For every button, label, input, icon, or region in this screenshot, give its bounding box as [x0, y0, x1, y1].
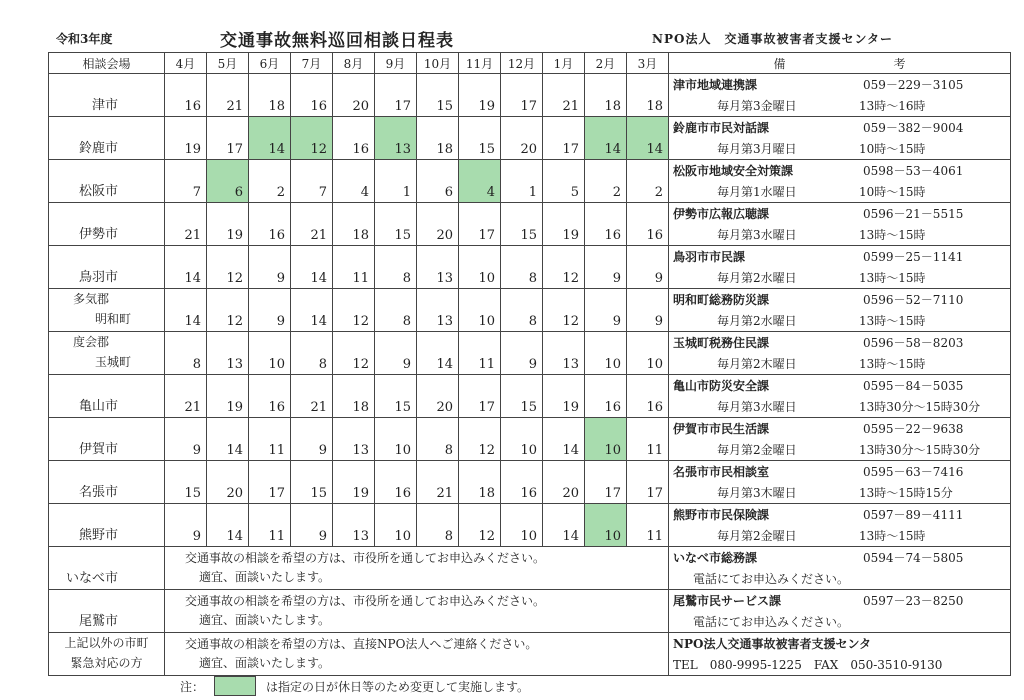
- time-text: 13時30分～15時30分: [859, 443, 981, 457]
- highlight-legend-swatch: [214, 676, 256, 696]
- day-cell: 8: [501, 289, 543, 332]
- message-cell: 交通事故の相談を希望の方は、市役所を通してお申込みください。 適宜、面談いたします。: [165, 590, 669, 633]
- day-cell: 21: [291, 203, 333, 246]
- day-cell: 11: [333, 246, 375, 289]
- day-cell: 15: [375, 375, 417, 418]
- day-cell: 15: [501, 375, 543, 418]
- time-text: 13時～15時: [859, 529, 926, 543]
- contact-text: 電話にてお申込みください。: [693, 615, 850, 629]
- day-cell: 7: [165, 160, 207, 203]
- day-cell: 17: [207, 117, 249, 160]
- day-cell: 18: [585, 74, 627, 117]
- day-cell: 9: [627, 289, 669, 332]
- schedule-text: 毎月第1水曜日: [717, 185, 797, 199]
- office-name: 松阪市地域安全対策課: [673, 164, 794, 178]
- schedule-row: [49, 332, 1011, 375]
- page-header: [0, 26, 1024, 51]
- day-cell: 10: [459, 246, 501, 289]
- day-cell: 14: [249, 117, 291, 160]
- schedule-text: 毎月第2金曜日: [717, 443, 797, 457]
- day-cell: 16: [333, 117, 375, 160]
- footer-note: [180, 676, 529, 696]
- day-cell: 13: [333, 418, 375, 461]
- day-cell: 1: [501, 160, 543, 203]
- day-cell: 17: [459, 375, 501, 418]
- day-cell: 8: [417, 504, 459, 547]
- day-cell: 5: [543, 160, 585, 203]
- day-cell: 20: [207, 461, 249, 504]
- office-name: 亀山市防災安全課: [673, 379, 770, 393]
- day-cell: 19: [165, 117, 207, 160]
- schedule-row: [49, 461, 1011, 504]
- day-cell: 16: [585, 203, 627, 246]
- day-cell: 9: [249, 246, 291, 289]
- day-cell: 12: [333, 289, 375, 332]
- time-text: 13時～16時: [859, 99, 926, 113]
- day-cell: 18: [333, 375, 375, 418]
- note-cell: [669, 246, 1011, 289]
- office-name: 尾鷲市民サービス課: [673, 594, 782, 608]
- day-cell: 13: [417, 289, 459, 332]
- note-cell: [669, 418, 1011, 461]
- schedule-text: 毎月第3水曜日: [717, 400, 797, 414]
- day-cell: 19: [207, 203, 249, 246]
- day-cell: 21: [543, 74, 585, 117]
- day-cell: 17: [585, 461, 627, 504]
- month-header: 12月: [501, 53, 543, 74]
- special-row: [49, 547, 1011, 590]
- schedule-text: 毎月第3水曜日: [717, 228, 797, 242]
- schedule-row: [49, 74, 1011, 117]
- phone-number: 0599－25－1141: [863, 250, 964, 264]
- venue-cell: 鳥羽市: [49, 246, 165, 289]
- day-cell: 2: [585, 160, 627, 203]
- day-cell: 4: [333, 160, 375, 203]
- office-name: 名張市市民相談室: [673, 465, 770, 479]
- note-cell: [669, 289, 1011, 332]
- day-cell: 15: [501, 203, 543, 246]
- day-cell: 15: [375, 203, 417, 246]
- message-cell: 交通事故の相談を希望の方は、直接NPO法人へご連絡ください。 適宜、面談いたします。: [165, 633, 669, 676]
- day-cell: 13: [375, 117, 417, 160]
- day-cell: 16: [627, 203, 669, 246]
- schedule-text: 毎月第2水曜日: [717, 271, 797, 285]
- day-cell: 16: [585, 375, 627, 418]
- day-cell: 14: [417, 332, 459, 375]
- note-cell: [669, 117, 1011, 160]
- schedule-text: 毎月第3月曜日: [717, 142, 797, 156]
- day-cell: 9: [291, 504, 333, 547]
- day-cell: 17: [627, 461, 669, 504]
- day-cell: 18: [417, 117, 459, 160]
- day-cell: 15: [417, 74, 459, 117]
- day-cell: 10: [375, 504, 417, 547]
- venue-header: 相談会場: [49, 53, 165, 74]
- day-cell: 19: [207, 375, 249, 418]
- day-cell: 12: [459, 504, 501, 547]
- day-cell: 10: [249, 332, 291, 375]
- day-cell: 14: [543, 418, 585, 461]
- phone-number: 0596－52－7110: [863, 293, 964, 307]
- month-header: 4月: [165, 53, 207, 74]
- day-cell: 1: [375, 160, 417, 203]
- day-cell: 16: [249, 375, 291, 418]
- day-cell: 18: [627, 74, 669, 117]
- day-cell: 10: [627, 332, 669, 375]
- day-cell: 13: [207, 332, 249, 375]
- phone-number: 059－382－9004: [863, 121, 964, 135]
- day-cell: 12: [207, 289, 249, 332]
- special-row: [49, 633, 1011, 676]
- note-cell: [669, 504, 1011, 547]
- venue-cell: 名張市: [49, 461, 165, 504]
- schedule-row: [49, 203, 1011, 246]
- day-cell: 20: [501, 117, 543, 160]
- message-cell: 交通事故の相談を希望の方は、市役所を通してお申込みください。 適宜、面談いたします。: [165, 547, 669, 590]
- day-cell: 18: [333, 203, 375, 246]
- day-cell: 14: [627, 117, 669, 160]
- day-cell: 20: [333, 74, 375, 117]
- header-row: [49, 53, 1011, 74]
- day-cell: 13: [543, 332, 585, 375]
- venue-cell: 鈴鹿市: [49, 117, 165, 160]
- footer-label: 注：: [180, 679, 205, 694]
- day-cell: 12: [333, 332, 375, 375]
- month-header: 6月: [249, 53, 291, 74]
- phone-number: 0595－63－7416: [863, 465, 964, 479]
- day-cell: 14: [543, 504, 585, 547]
- office-name: 鈴鹿市市民対話課: [673, 121, 770, 135]
- day-cell: 14: [291, 246, 333, 289]
- office-name: 熊野市市民保険課: [673, 508, 770, 522]
- venue-cell: 度会郡 玉城町: [49, 332, 165, 375]
- day-cell: 20: [417, 375, 459, 418]
- phone-number: 0598－53－4061: [863, 164, 964, 178]
- day-cell: 21: [207, 74, 249, 117]
- day-cell: 21: [165, 203, 207, 246]
- day-cell: 16: [375, 461, 417, 504]
- day-cell: 15: [459, 117, 501, 160]
- office-name: 津市地域連携課: [673, 78, 758, 92]
- day-cell: 10: [585, 504, 627, 547]
- office-name: 明和町総務防災課: [673, 293, 770, 307]
- day-cell: 10: [459, 289, 501, 332]
- day-cell: 21: [291, 375, 333, 418]
- phone-number: 0596－58－8203: [863, 336, 964, 350]
- note-cell: [669, 203, 1011, 246]
- day-cell: 9: [627, 246, 669, 289]
- day-cell: 4: [459, 160, 501, 203]
- month-header: 9月: [375, 53, 417, 74]
- day-cell: 17: [459, 203, 501, 246]
- day-cell: 9: [165, 418, 207, 461]
- venue-cell: 尾鷲市: [49, 590, 165, 633]
- office-name: いなべ市総務課: [673, 551, 758, 565]
- day-cell: 10: [375, 418, 417, 461]
- schedule-row: [49, 246, 1011, 289]
- schedule-row: [49, 160, 1011, 203]
- day-cell: 16: [249, 203, 291, 246]
- footer-text: は指定の日が休日等のため変更して実施します。: [266, 679, 530, 694]
- day-cell: 9: [375, 332, 417, 375]
- day-cell: 17: [501, 74, 543, 117]
- fiscal-year: 令和3年度: [56, 32, 113, 46]
- phone-number: 0597－89－4111: [863, 508, 964, 522]
- day-cell: 16: [627, 375, 669, 418]
- day-cell: 17: [249, 461, 291, 504]
- schedule-table: [48, 52, 1011, 676]
- special-row: [49, 590, 1011, 633]
- venue-cell: いなべ市: [49, 547, 165, 590]
- day-cell: 17: [375, 74, 417, 117]
- note-cell: [669, 547, 1011, 590]
- phone-number: 0596－21－5515: [863, 207, 964, 221]
- day-cell: 8: [165, 332, 207, 375]
- day-cell: 12: [543, 289, 585, 332]
- month-header: 11月: [459, 53, 501, 74]
- day-cell: 19: [333, 461, 375, 504]
- day-cell: 9: [165, 504, 207, 547]
- schedule-text: 毎月第2木曜日: [717, 357, 797, 371]
- day-cell: 10: [585, 332, 627, 375]
- schedule-text: 毎月第2水曜日: [717, 314, 797, 328]
- office-name: 伊賀市市民生活課: [673, 422, 770, 436]
- day-cell: 2: [627, 160, 669, 203]
- day-cell: 9: [249, 289, 291, 332]
- note-cell: [669, 74, 1011, 117]
- day-cell: 14: [585, 117, 627, 160]
- schedule-text: 毎月第2金曜日: [717, 529, 797, 543]
- day-cell: 7: [291, 160, 333, 203]
- contact-text: 電話にてお申込みください。: [693, 572, 850, 586]
- note-cell: [669, 590, 1011, 633]
- day-cell: 19: [459, 74, 501, 117]
- day-cell: 16: [291, 74, 333, 117]
- day-cell: 9: [501, 332, 543, 375]
- venue-cell: 亀山市: [49, 375, 165, 418]
- day-cell: 14: [165, 289, 207, 332]
- time-text: 13時～15時: [859, 271, 926, 285]
- venue-cell: 伊勢市: [49, 203, 165, 246]
- time-text: 13時30分～15時30分: [859, 400, 981, 414]
- day-cell: 8: [291, 332, 333, 375]
- day-cell: 12: [543, 246, 585, 289]
- venue-cell: 多気郡 明和町: [49, 289, 165, 332]
- phone-number: 059－229－3105: [863, 78, 964, 92]
- day-cell: 6: [417, 160, 459, 203]
- contact-text: TEL 080-9995-1225 FAX 050-3510-9130: [673, 658, 943, 672]
- venue-cell: 伊賀市: [49, 418, 165, 461]
- month-header: 7月: [291, 53, 333, 74]
- day-cell: 12: [459, 418, 501, 461]
- day-cell: 19: [543, 203, 585, 246]
- day-cell: 14: [207, 504, 249, 547]
- schedule-row: [49, 117, 1011, 160]
- day-cell: 21: [417, 461, 459, 504]
- day-cell: 10: [501, 504, 543, 547]
- office-name: 玉城町税務住民課: [673, 336, 770, 350]
- venue-cell: 上記以外の市町 緊急対応の方: [49, 633, 165, 676]
- schedule-row: [49, 289, 1011, 332]
- schedule-text: 毎月第3木曜日: [717, 486, 797, 500]
- note-cell: [669, 633, 1011, 676]
- day-cell: 8: [501, 246, 543, 289]
- month-header: 1月: [543, 53, 585, 74]
- month-header: 10月: [417, 53, 459, 74]
- day-cell: 15: [165, 461, 207, 504]
- venue-cell: 津市: [49, 74, 165, 117]
- time-text: 13時～15時15分: [859, 486, 953, 500]
- day-cell: 10: [501, 418, 543, 461]
- day-cell: 8: [375, 289, 417, 332]
- note-cell: [669, 375, 1011, 418]
- day-cell: 18: [249, 74, 291, 117]
- day-cell: 9: [585, 246, 627, 289]
- day-cell: 11: [627, 418, 669, 461]
- note-cell: [669, 461, 1011, 504]
- page-title: 交通事故無料巡回相談日程表: [220, 31, 454, 51]
- office-name: 鳥羽市市民課: [673, 250, 746, 264]
- organization-name: NPO法人 交通事故被害者支援センター: [652, 32, 893, 46]
- day-cell: 12: [207, 246, 249, 289]
- day-cell: 11: [249, 418, 291, 461]
- phone-number: 0594－74－5805: [863, 551, 964, 565]
- day-cell: 6: [207, 160, 249, 203]
- day-cell: 2: [249, 160, 291, 203]
- day-cell: 9: [585, 289, 627, 332]
- schedule-row: [49, 504, 1011, 547]
- phone-number: 0597－23－8250: [863, 594, 964, 608]
- day-cell: 8: [417, 418, 459, 461]
- day-cell: 11: [459, 332, 501, 375]
- schedule-text: 毎月第3金曜日: [717, 99, 797, 113]
- day-cell: 16: [165, 74, 207, 117]
- month-header: 8月: [333, 53, 375, 74]
- day-cell: 14: [207, 418, 249, 461]
- day-cell: 11: [627, 504, 669, 547]
- schedule-row: [49, 375, 1011, 418]
- month-header: 2月: [585, 53, 627, 74]
- venue-cell: 松阪市: [49, 160, 165, 203]
- day-cell: 16: [501, 461, 543, 504]
- phone-number: 0595－84－5035: [863, 379, 964, 393]
- day-cell: 17: [543, 117, 585, 160]
- day-cell: 8: [375, 246, 417, 289]
- day-cell: 14: [291, 289, 333, 332]
- schedule-row: [49, 418, 1011, 461]
- day-cell: 21: [165, 375, 207, 418]
- time-text: 10時～15時: [859, 185, 926, 199]
- month-header: 5月: [207, 53, 249, 74]
- day-cell: 19: [543, 375, 585, 418]
- time-text: 13時～15時: [859, 228, 926, 242]
- time-text: 10時～15時: [859, 142, 926, 156]
- time-text: 13時～15時: [859, 314, 926, 328]
- day-cell: 20: [417, 203, 459, 246]
- day-cell: 18: [459, 461, 501, 504]
- phone-number: 0595－22－9638: [863, 422, 964, 436]
- day-cell: 13: [333, 504, 375, 547]
- day-cell: 14: [165, 246, 207, 289]
- day-cell: 9: [291, 418, 333, 461]
- venue-cell: 熊野市: [49, 504, 165, 547]
- day-cell: 12: [291, 117, 333, 160]
- note-cell: [669, 160, 1011, 203]
- day-cell: 15: [291, 461, 333, 504]
- office-name: 伊勢市広報広聴課: [673, 207, 770, 221]
- day-cell: 13: [417, 246, 459, 289]
- month-header: 3月: [627, 53, 669, 74]
- note-cell: [669, 332, 1011, 375]
- day-cell: 10: [585, 418, 627, 461]
- day-cell: 11: [249, 504, 291, 547]
- day-cell: 20: [543, 461, 585, 504]
- time-text: 13時～15時: [859, 357, 926, 371]
- office-name: NPO法人交通事故被害者支援センタ: [673, 637, 871, 651]
- phone-number: [871, 635, 1010, 652]
- note-header: 備 考: [669, 53, 1011, 74]
